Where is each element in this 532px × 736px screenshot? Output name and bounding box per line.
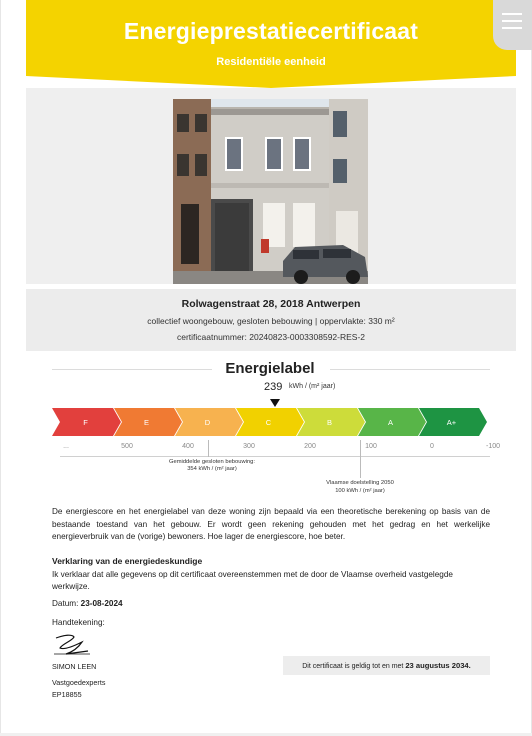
label-class-text: A xyxy=(387,418,394,427)
target-2050-value: 100 kWh / (m² jaar) xyxy=(335,488,385,494)
energy-score-value: 239 xyxy=(264,381,283,393)
label-class-text: E xyxy=(143,418,150,427)
label-class-text: B xyxy=(326,418,333,427)
scale-tick-label: 100 xyxy=(365,443,377,450)
scale-tick-label: ... xyxy=(63,443,69,450)
target-2050-marker xyxy=(360,440,361,478)
explanation-text: De energiescore en het energielabel van deze woning zijn bepaald via een theoretische berekening op basis van de bestaande toestand van het gebouw. Er wordt geen rekening gehouden met het gedrag en het werkelijke energieverbruik van de (vorige) bewoners. Hoe lager de energiescore, hoe beter. xyxy=(52,507,490,541)
scale-tick-label: 200 xyxy=(304,443,316,450)
date-line xyxy=(52,599,123,608)
date-label: Datum: xyxy=(52,599,79,608)
signature-image xyxy=(52,632,92,658)
target-2050-label: Vlaamse doelstelling 2050 xyxy=(326,480,394,486)
declaration-text: Ik verklaar dat alle gegevens op dit certificaat overeenstemmen met de door de Vlaamse overheid vastgelegde werkwijze. xyxy=(52,570,453,591)
header-banner-point xyxy=(26,76,516,88)
label-class-text: A+ xyxy=(446,418,457,427)
scale-tick-label: -100 xyxy=(485,443,501,450)
address-street: Rolwagenstraat 28, 2018 Antwerpen xyxy=(181,298,361,310)
label-class-text: C xyxy=(265,418,272,427)
validity-text: Dit certificaat is geldig tot en met 23 augustus 2034. xyxy=(302,661,471,670)
section-divider-left xyxy=(52,369,212,370)
validity-date: 23 augustus 2034 xyxy=(405,661,469,670)
declaration-title: Verklaring van de energiedeskundige xyxy=(52,556,203,566)
signature-label: Handtekening: xyxy=(52,618,105,627)
signer-organisation: Vastgoedexperts xyxy=(52,678,106,687)
scale-tick-label: 300 xyxy=(243,443,255,450)
page-title: Energieprestatiecertificaat xyxy=(123,18,419,44)
certificate-number: certificaatnummer: 20240823-0003308592-RES-2 xyxy=(176,332,366,342)
label-class-text: D xyxy=(204,418,211,427)
scale-tick-label: 400 xyxy=(182,443,194,450)
signer-name: SIMON LEEN xyxy=(52,662,97,671)
scale-tick-label: 500 xyxy=(121,443,133,450)
label-class-text: F xyxy=(83,418,88,427)
energy-score-unit: kWh / (m² jaar) xyxy=(289,383,336,390)
section-divider-right xyxy=(330,369,490,370)
building-details: collectief woongebouw, gesloten bebouwing | oppervlakte: 330 m² xyxy=(147,316,395,326)
expert-id: EP18855 xyxy=(52,690,82,699)
reference-closed-label: Gemiddelde gesloten bebouwing: xyxy=(168,459,256,465)
date-value: 23-08-2024 xyxy=(80,599,123,608)
scale-axis xyxy=(60,456,490,457)
reference-closed-marker xyxy=(208,440,209,457)
energy-label-scale xyxy=(52,406,492,438)
reference-closed-value: 354 kWh / (m² jaar) xyxy=(187,466,237,472)
hamburger-menu-icon[interactable] xyxy=(493,0,532,50)
validity-prefix: Dit certificaat is geldig tot en met xyxy=(302,663,404,670)
scale-tick-label: 0 xyxy=(430,443,434,450)
building-facade-photo xyxy=(173,99,368,284)
energy-label-title: Energielabel xyxy=(225,360,315,377)
page-subtitle: Residentiële eenheid xyxy=(216,56,326,68)
